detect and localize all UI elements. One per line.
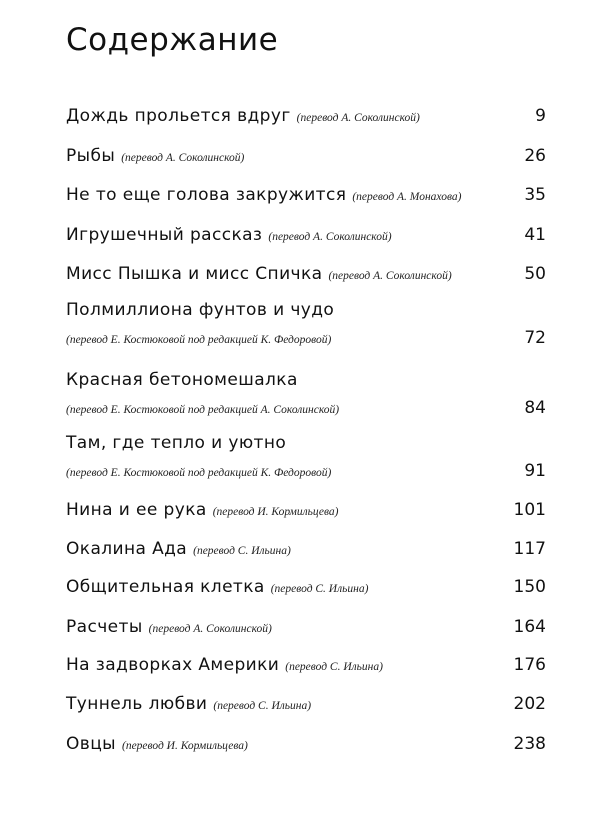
toc-entry-line	[66, 577, 546, 597]
toc-entry-title: Там, где тепло и уютно	[66, 433, 287, 453]
toc-entry-page-number: 176	[513, 655, 546, 675]
toc-entry	[66, 617, 546, 637]
toc-entry-title: На задворках Америки	[66, 655, 280, 675]
toc-entry-translator: (перевод И. Кормильцева)	[212, 506, 339, 518]
toc-entry	[66, 433, 546, 480]
toc-entry	[66, 264, 546, 284]
toc-entry	[66, 694, 546, 714]
toc-entry-title: Овцы	[66, 734, 116, 754]
toc-entry	[66, 577, 546, 597]
toc-entry-title: Дождь прольется вдруг	[66, 106, 291, 126]
toc-entry-page-number: 117	[513, 539, 546, 559]
toc-entry	[66, 225, 546, 245]
toc-entry-page-number: 72	[524, 328, 546, 348]
toc-entry-translator: (перевод Е. Костюковой под редакцией К. Федоровой)	[66, 467, 332, 479]
toc-entry-title: Мисс Пышка и мисс Спичка	[66, 264, 323, 284]
toc-entry-page-number: 150	[513, 577, 546, 597]
toc-entry-translator: (перевод А. Соколинской)	[268, 231, 392, 243]
toc-entry	[66, 500, 546, 520]
toc-entry-page-number: 50	[524, 264, 546, 284]
toc-entry-translator: (перевод Е. Костюковой под редакцией К. Федоровой)	[66, 334, 332, 346]
page-title: Содержание	[66, 22, 279, 58]
toc-entry-translator: (перевод А. Соколинской)	[121, 152, 245, 164]
toc-entry-title: Игрушечный рассказ	[66, 225, 263, 245]
toc-entry-line	[66, 106, 546, 126]
toc-entry-translator: (перевод А. Соколинской)	[328, 270, 452, 282]
toc-entry-page-number: 91	[524, 461, 546, 481]
toc-entry-page-number: 41	[524, 225, 546, 245]
toc-entry-title: Не то еще голова закружится	[66, 185, 347, 205]
toc-entry	[66, 300, 546, 347]
toc-entry-title: Туннель любви	[66, 694, 208, 714]
toc-entry	[66, 185, 546, 205]
toc-entry-page-number: 35	[524, 185, 546, 205]
toc-entry-title: Общительная клетка	[66, 577, 265, 597]
toc-entry-translator: (перевод С. Ильина)	[193, 545, 291, 557]
toc-entry-line	[66, 617, 546, 637]
toc-entry-title: Красная бетономешалка	[66, 370, 298, 390]
toc-entry-line	[66, 146, 546, 166]
toc-entry-line	[66, 433, 546, 453]
toc-entry	[66, 539, 546, 559]
toc-entry-page-number: 9	[535, 106, 546, 126]
toc-entry	[66, 106, 546, 126]
toc-entry-translator: (перевод А. Соколинской)	[148, 623, 272, 635]
toc-entry-line	[66, 734, 546, 754]
toc-entry-page-number: 84	[524, 398, 546, 418]
toc-entry-title: Расчеты	[66, 617, 143, 637]
toc-entry-line	[66, 225, 546, 245]
toc-entry-line	[66, 539, 546, 559]
toc-entry-page-number: 202	[513, 694, 546, 714]
toc-entry-line	[66, 370, 546, 390]
toc-entry-line	[66, 655, 546, 675]
toc-entry-title: Окалина Ада	[66, 539, 188, 559]
toc-entry-line	[66, 185, 546, 205]
toc-entry-translator: (перевод Е. Костюковой под редакцией А. Соколинской)	[66, 404, 340, 416]
toc-entry-title: Нина и ее рука	[66, 500, 207, 520]
toc-entry-line	[66, 264, 546, 284]
toc-entry-line	[66, 398, 546, 417]
toc-entry-translator: (перевод С. Ильина)	[285, 661, 383, 673]
toc-entry-page-number: 101	[513, 500, 546, 520]
toc-entry-translator: (перевод С. Ильина)	[213, 700, 312, 712]
toc-entry-page-number: 164	[513, 617, 546, 637]
toc-entry-line	[66, 461, 546, 480]
toc-entry-page-number: 26	[524, 146, 546, 166]
toc-entry-line	[66, 500, 546, 520]
toc-entry-translator: (перевод С. Ильина)	[270, 583, 369, 595]
toc-entry	[66, 370, 546, 417]
toc-entry	[66, 146, 546, 166]
toc-entry-title: Полмиллиона фунтов и чудо	[66, 300, 335, 320]
toc-entry-line	[66, 328, 546, 347]
toc-entry-line	[66, 694, 546, 714]
toc-entry-page-number: 238	[513, 734, 546, 754]
toc-entry-translator: (перевод И. Кормильцева)	[122, 740, 248, 752]
toc-entry-translator: (перевод А. Монахова)	[352, 191, 462, 203]
toc-entry	[66, 734, 546, 754]
toc-entry-title: Рыбы	[66, 146, 116, 166]
toc-entry-line	[66, 300, 546, 320]
toc-entry-translator: (перевод А. Соколинской)	[296, 112, 420, 124]
toc-entry	[66, 655, 546, 675]
